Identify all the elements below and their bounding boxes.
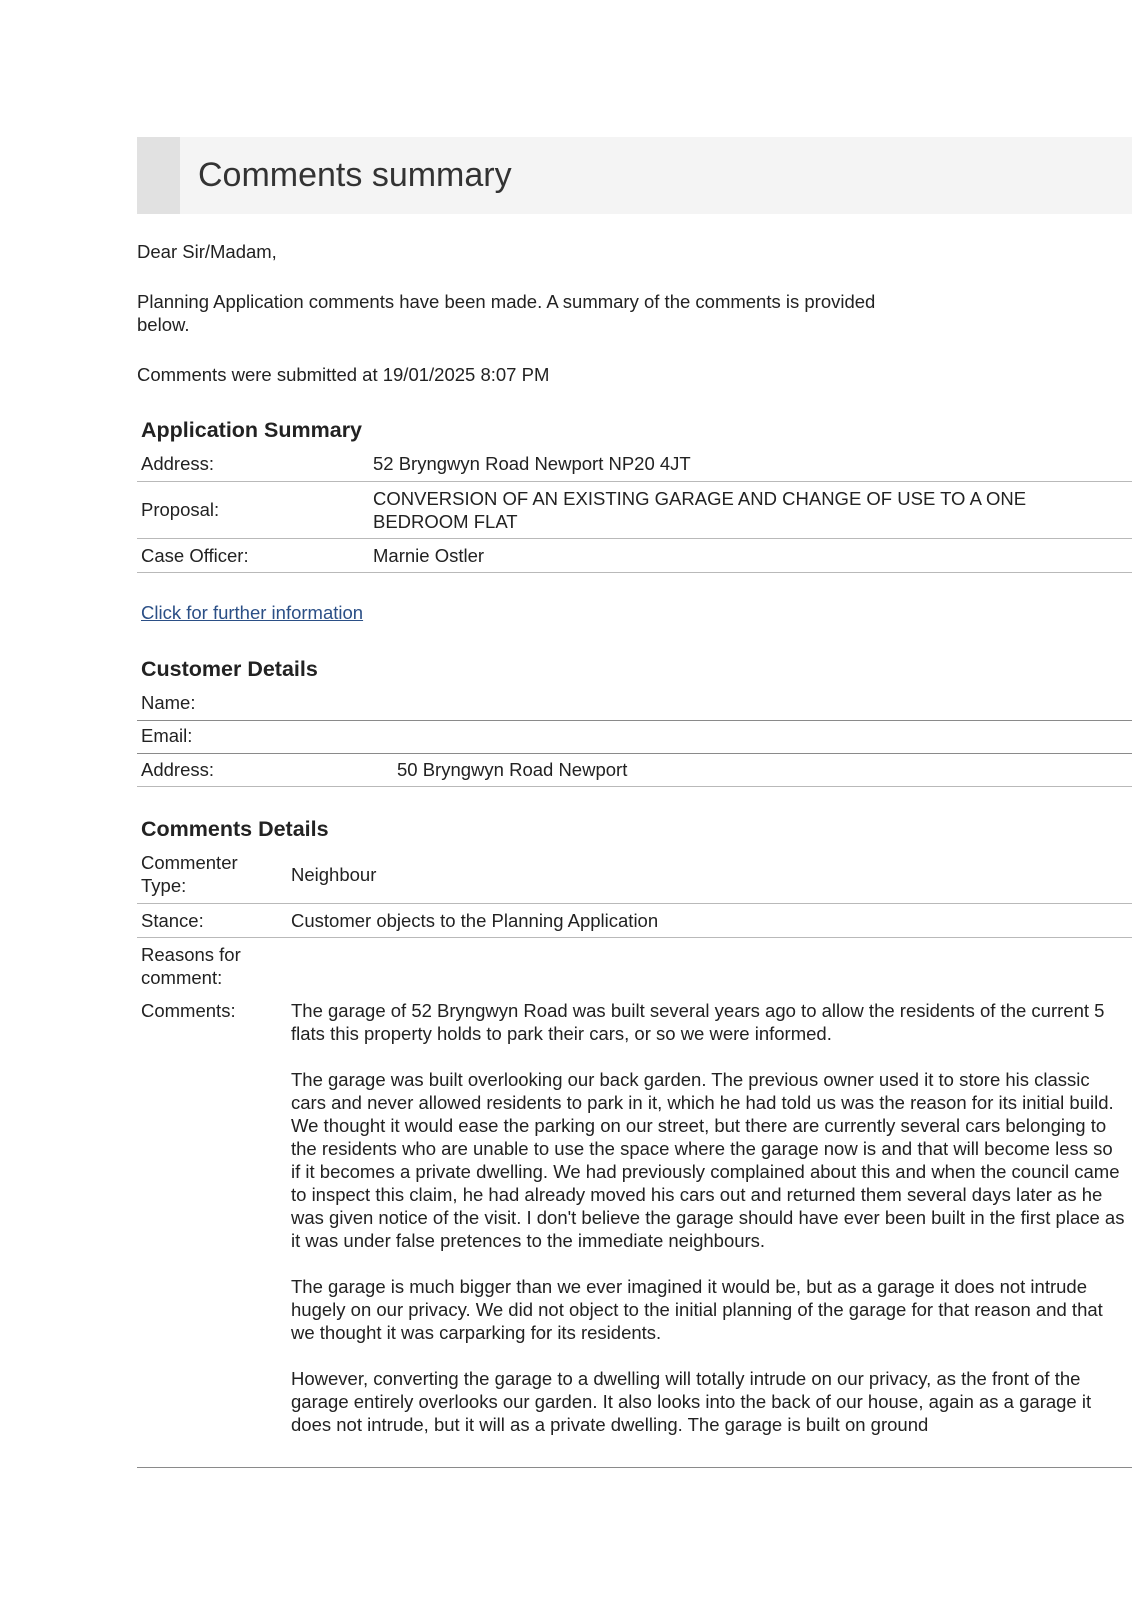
table-bottom-border xyxy=(137,1467,1132,1468)
reasons-label-1: Reasons for xyxy=(141,944,241,965)
comment-paragraph: The garage of 52 Bryngwyn Road was built several years ago to allow the residents of the current 5 flats this property holds to park their cars, or so we were informed. xyxy=(291,1000,1105,1044)
greeting: Dear Sir/Madam, xyxy=(137,241,277,262)
comments-label: Comments: xyxy=(141,1000,236,1021)
row-divider xyxy=(137,481,1132,482)
row-divider xyxy=(137,937,1132,938)
comment-paragraph: The garage is much bigger than we ever imagined it would be, but as a garage it does not intrude hugely on our privacy. We did not object to the initial planning of the garage for that reason and that we thought it was carparking for its residents. xyxy=(291,1276,1103,1343)
commenter-type-label-2: Type: xyxy=(141,875,187,896)
comments-details-title: Comments Details xyxy=(141,817,329,841)
proposal-value-line-1: CONVERSION OF AN EXISTING GARAGE AND CHANGE OF USE TO A ONE xyxy=(373,488,1027,509)
row-divider xyxy=(137,538,1132,539)
customer-name-label: Name: xyxy=(141,692,196,713)
comment-paragraph: The garage was built overlooking our back garden. The previous owner used it to store his classic cars and never allowed residents to park in it, which he had told us was the reason for its initial build. We thought it would ease the parking on our street, but there are currently several cars belonging to the residents who are unable to use the space where the garage now is and that will become less so if it becomes a private dwelling. We had previously complained about this and when the council came to inspect this claim, he had already moved his cars out and returned them several days later as he was given notice of the visit. I don't believe the garage should have ever been built in the first place as it was under false pretences to the immediate neighbours. xyxy=(291,1069,1125,1251)
page-title: Comments summary xyxy=(198,156,512,194)
stance-label: Stance: xyxy=(141,910,204,931)
proposal-value-line-2: BEDROOM FLAT xyxy=(373,511,518,532)
proposal-label: Proposal: xyxy=(141,499,220,520)
header-accent xyxy=(137,137,180,214)
customer-address-label: Address: xyxy=(141,759,215,780)
row-divider xyxy=(137,786,1132,787)
comments-body xyxy=(291,999,1126,1459)
row-divider xyxy=(137,572,1132,573)
comment-paragraph: However, converting the garage to a dwelling will totally intrude on our privacy, as the front of the garage entirely overlooks our garden. It also looks into the back of our house, again as a garage it does not intrude, but it will as a private dwelling. The garage is built on ground xyxy=(291,1368,1092,1435)
commenter-type-value: Neighbour xyxy=(291,864,377,885)
row-divider xyxy=(137,720,1132,721)
commenter-type-label-1: Commenter xyxy=(141,852,238,873)
application-summary-title: Application Summary xyxy=(141,418,363,442)
app-address-value: 52 Bryngwyn Road Newport NP20 4JT xyxy=(373,453,691,474)
customer-email-label: Email: xyxy=(141,725,193,746)
further-information-link[interactable]: Click for further information xyxy=(141,602,364,623)
row-divider xyxy=(137,753,1132,754)
intro-line-2: below. xyxy=(137,314,190,335)
reasons-label-2: comment: xyxy=(141,967,223,988)
submitted-timestamp: Comments were submitted at 19/01/2025 8:07 PM xyxy=(137,364,550,385)
row-divider xyxy=(137,903,1132,904)
case-officer-label: Case Officer: xyxy=(141,545,249,566)
customer-details-title: Customer Details xyxy=(141,657,318,681)
case-officer-value: Marnie Ostler xyxy=(373,545,485,566)
customer-address-value: 50 Bryngwyn Road Newport xyxy=(397,759,628,780)
intro-line-1: Planning Application comments have been made. A summary of the comments is provided xyxy=(137,291,876,312)
app-address-label: Address: xyxy=(141,453,215,474)
stance-value: Customer objects to the Planning Application xyxy=(291,910,659,931)
